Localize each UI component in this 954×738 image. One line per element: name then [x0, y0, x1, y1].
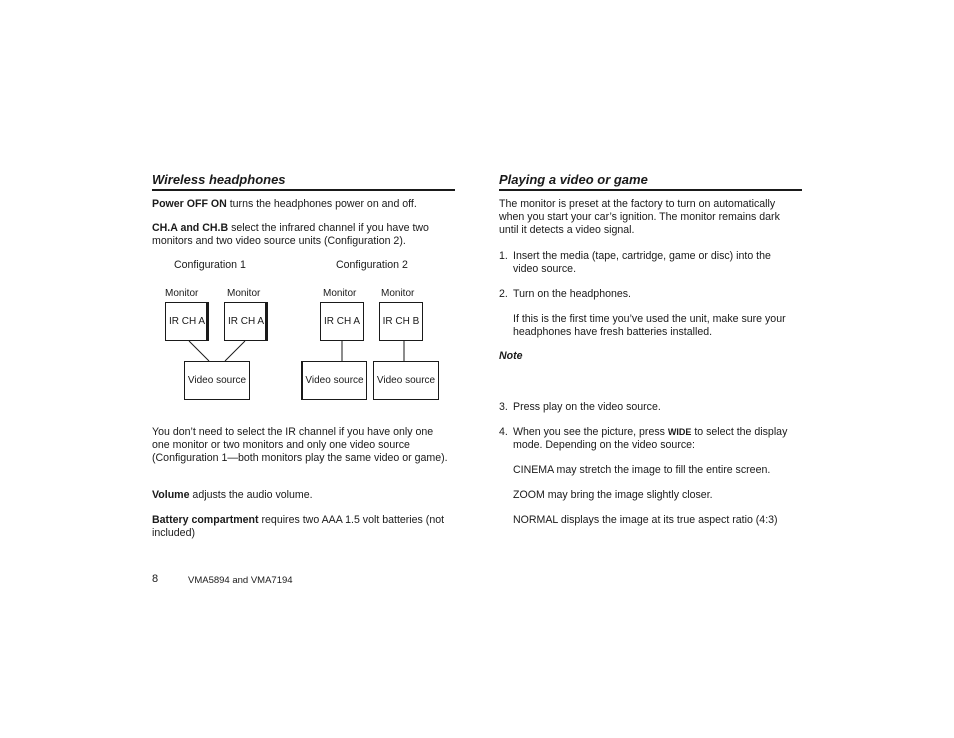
battery-term: Battery compartment	[152, 514, 259, 526]
step-1	[499, 250, 802, 276]
monitor-label: Monitor	[323, 288, 357, 299]
video-source-box: Video source	[301, 361, 367, 400]
monitor-box-ir-ch-a: IR CH A	[224, 302, 268, 341]
battery-paragraph	[152, 514, 455, 540]
note-label: Note	[499, 350, 523, 362]
monitor-box-ir-ch-a: IR CH A	[320, 302, 364, 341]
step-text	[513, 426, 802, 452]
step-number: 4.	[499, 426, 508, 438]
power-term: Power OFF ON	[152, 198, 227, 210]
step-text: Turn on the headphones.	[513, 288, 631, 300]
video-source-box: Video source	[373, 361, 439, 400]
step-number: 2.	[499, 288, 508, 300]
config2-label: Configuration 2	[336, 259, 408, 271]
step-number: 1.	[499, 250, 508, 262]
volume-term: Volume	[152, 489, 190, 501]
intro-paragraph: The monitor is preset at the factory to turn on automatically when you start your car’s ignition. The monitor remains dark until it detects a video signal.	[499, 198, 780, 236]
mode-normal: NORMAL displays the image at its true aspect ratio (4:3)	[513, 514, 778, 526]
mode-zoom: ZOOM may bring the image slightly closer.	[513, 489, 713, 501]
monitor-box-ir-ch-b: IR CH B	[379, 302, 423, 341]
right-column	[499, 172, 802, 191]
section-heading-wireless-headphones: Wireless headphones	[152, 172, 455, 191]
battery-desc: requires two AAA 1.5 volt batteries (not included)	[152, 514, 445, 539]
step-4-post: to select the display mode. Depending on the video source:	[513, 426, 788, 451]
volume-desc: adjusts the audio volume.	[189, 489, 313, 501]
channel-desc: select the infrared channel if you have two monitors and two video source units (Configuration 2).	[152, 222, 429, 247]
volume-paragraph	[152, 489, 455, 502]
step-2	[499, 288, 802, 301]
ir-channel-paragraph: You don’t need to select the IR channel if you have only one one monitor or two monitors and only one video source (Configuration 1—both monitors play the same video or game).	[152, 426, 448, 464]
mode-cinema: CINEMA may stretch the image to fill the entire screen.	[513, 464, 771, 476]
monitor-box-ir-ch-a: IR CH A	[165, 302, 209, 341]
step-4	[499, 426, 802, 452]
config1-label: Configuration 1	[174, 259, 246, 271]
wide-key: WIDE	[667, 427, 692, 437]
step-text: Press play on the video source.	[513, 401, 661, 413]
page-number: 8	[152, 573, 159, 585]
step-3	[499, 401, 802, 414]
section-heading-playing-video: Playing a video or game	[499, 172, 802, 191]
model-footer: VMA5894 and VMA7194	[188, 575, 293, 586]
step-2-note: If this is the first time you’ve used the unit, make sure your headphones have fresh batteries installed.	[513, 313, 786, 338]
step-text: Insert the media (tape, cartridge, game or disc) into the video source.	[513, 250, 771, 275]
monitor-label: Monitor	[165, 288, 199, 299]
power-desc: turns the headphones power on and off.	[226, 198, 417, 210]
channel-term: CH.A and CH.B	[152, 222, 229, 234]
step-number: 3.	[499, 401, 508, 413]
monitor-label: Monitor	[381, 288, 415, 299]
monitor-label: Monitor	[227, 288, 261, 299]
step-4-pre: When you see the picture, press	[513, 426, 668, 438]
video-source-box: Video source	[184, 361, 250, 400]
